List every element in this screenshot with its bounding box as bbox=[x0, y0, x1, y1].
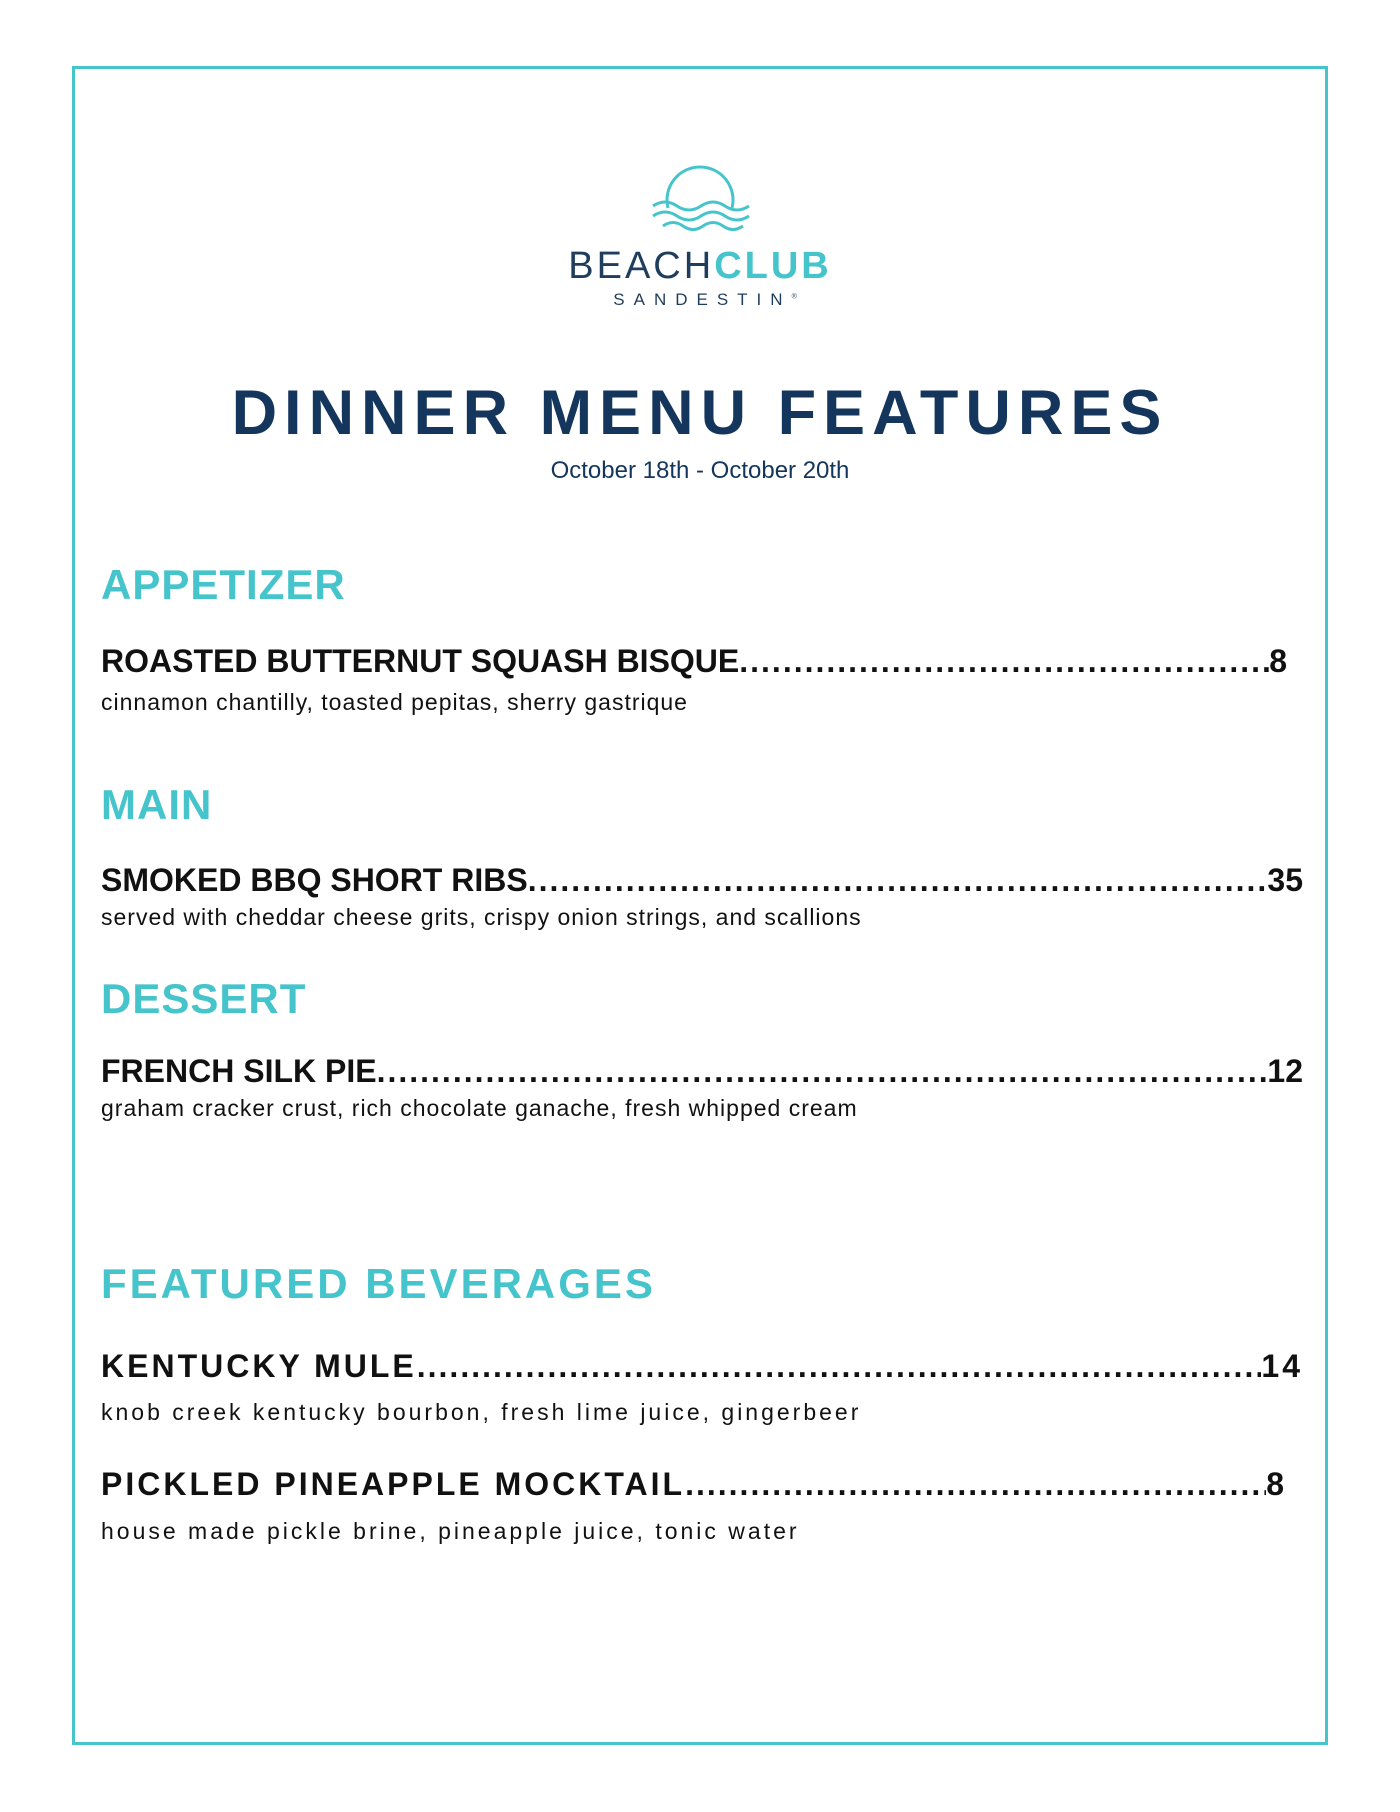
menu-item-price: 12 bbox=[1267, 1053, 1303, 1089]
section-heading-featured-beverages: FEATURED BEVERAGES bbox=[101, 1260, 656, 1307]
dot-leader bbox=[377, 1052, 1268, 1090]
menu-item-name: PICKLED PINEAPPLE MOCKTAIL bbox=[101, 1466, 686, 1502]
menu-item-row bbox=[101, 1052, 1303, 1090]
menu-item-row bbox=[101, 1465, 1287, 1503]
sun-over-waves-icon bbox=[645, 150, 755, 240]
menu-item-description: house made pickle brine, pineapple juice, tonic water bbox=[101, 1518, 800, 1544]
menu-item-name: SMOKED BBQ SHORT RIBS bbox=[101, 862, 528, 898]
menu-item-row bbox=[101, 642, 1287, 680]
brand-name bbox=[0, 246, 1400, 286]
menu-item-price: 14 bbox=[1261, 1348, 1303, 1384]
menu-item-row bbox=[101, 1347, 1303, 1385]
menu-item-price: 35 bbox=[1267, 862, 1303, 898]
brand-name-club: CLUB bbox=[714, 245, 832, 287]
brand-logo bbox=[0, 150, 1400, 310]
brand-name-beach: BEACH bbox=[568, 245, 715, 287]
menu-item-description: graham cracker crust, rich chocolate ganache, fresh whipped cream bbox=[101, 1095, 858, 1121]
section-heading-appetizer: APPETIZER bbox=[101, 561, 346, 608]
dot-leader bbox=[417, 1347, 1262, 1385]
menu-item-description: cinnamon chantilly, toasted pepitas, sherry gastrique bbox=[101, 689, 688, 715]
dot-leader bbox=[739, 642, 1269, 680]
registered-mark: ® bbox=[791, 293, 797, 301]
brand-subtitle bbox=[0, 290, 1400, 310]
menu-item-price: 8 bbox=[1269, 643, 1287, 679]
menu-item-name: FRENCH SILK PIE bbox=[101, 1053, 377, 1089]
menu-item-name: ROASTED BUTTERNUT SQUASH BISQUE bbox=[101, 643, 740, 679]
menu-item-description: knob creek kentucky bourbon, fresh lime juice, gingerbeer bbox=[101, 1399, 862, 1425]
menu-item-price: 8 bbox=[1266, 1466, 1287, 1502]
section-heading-dessert: DESSERT bbox=[101, 975, 307, 1022]
menu-item-name: KENTUCKY MULE bbox=[101, 1348, 417, 1384]
dot-leader bbox=[685, 1465, 1266, 1503]
dot-leader bbox=[528, 861, 1268, 899]
menu-item-description: served with cheddar cheese grits, crispy onion strings, and scallions bbox=[101, 904, 862, 930]
date-range: October 18th - October 20th bbox=[550, 457, 850, 484]
brand-subtitle-text: SANDESTIN bbox=[613, 290, 792, 309]
section-heading-main: MAIN bbox=[101, 781, 213, 828]
page-title: DINNER MENU FEATURES bbox=[231, 378, 1169, 448]
menu-item-row bbox=[101, 861, 1303, 899]
